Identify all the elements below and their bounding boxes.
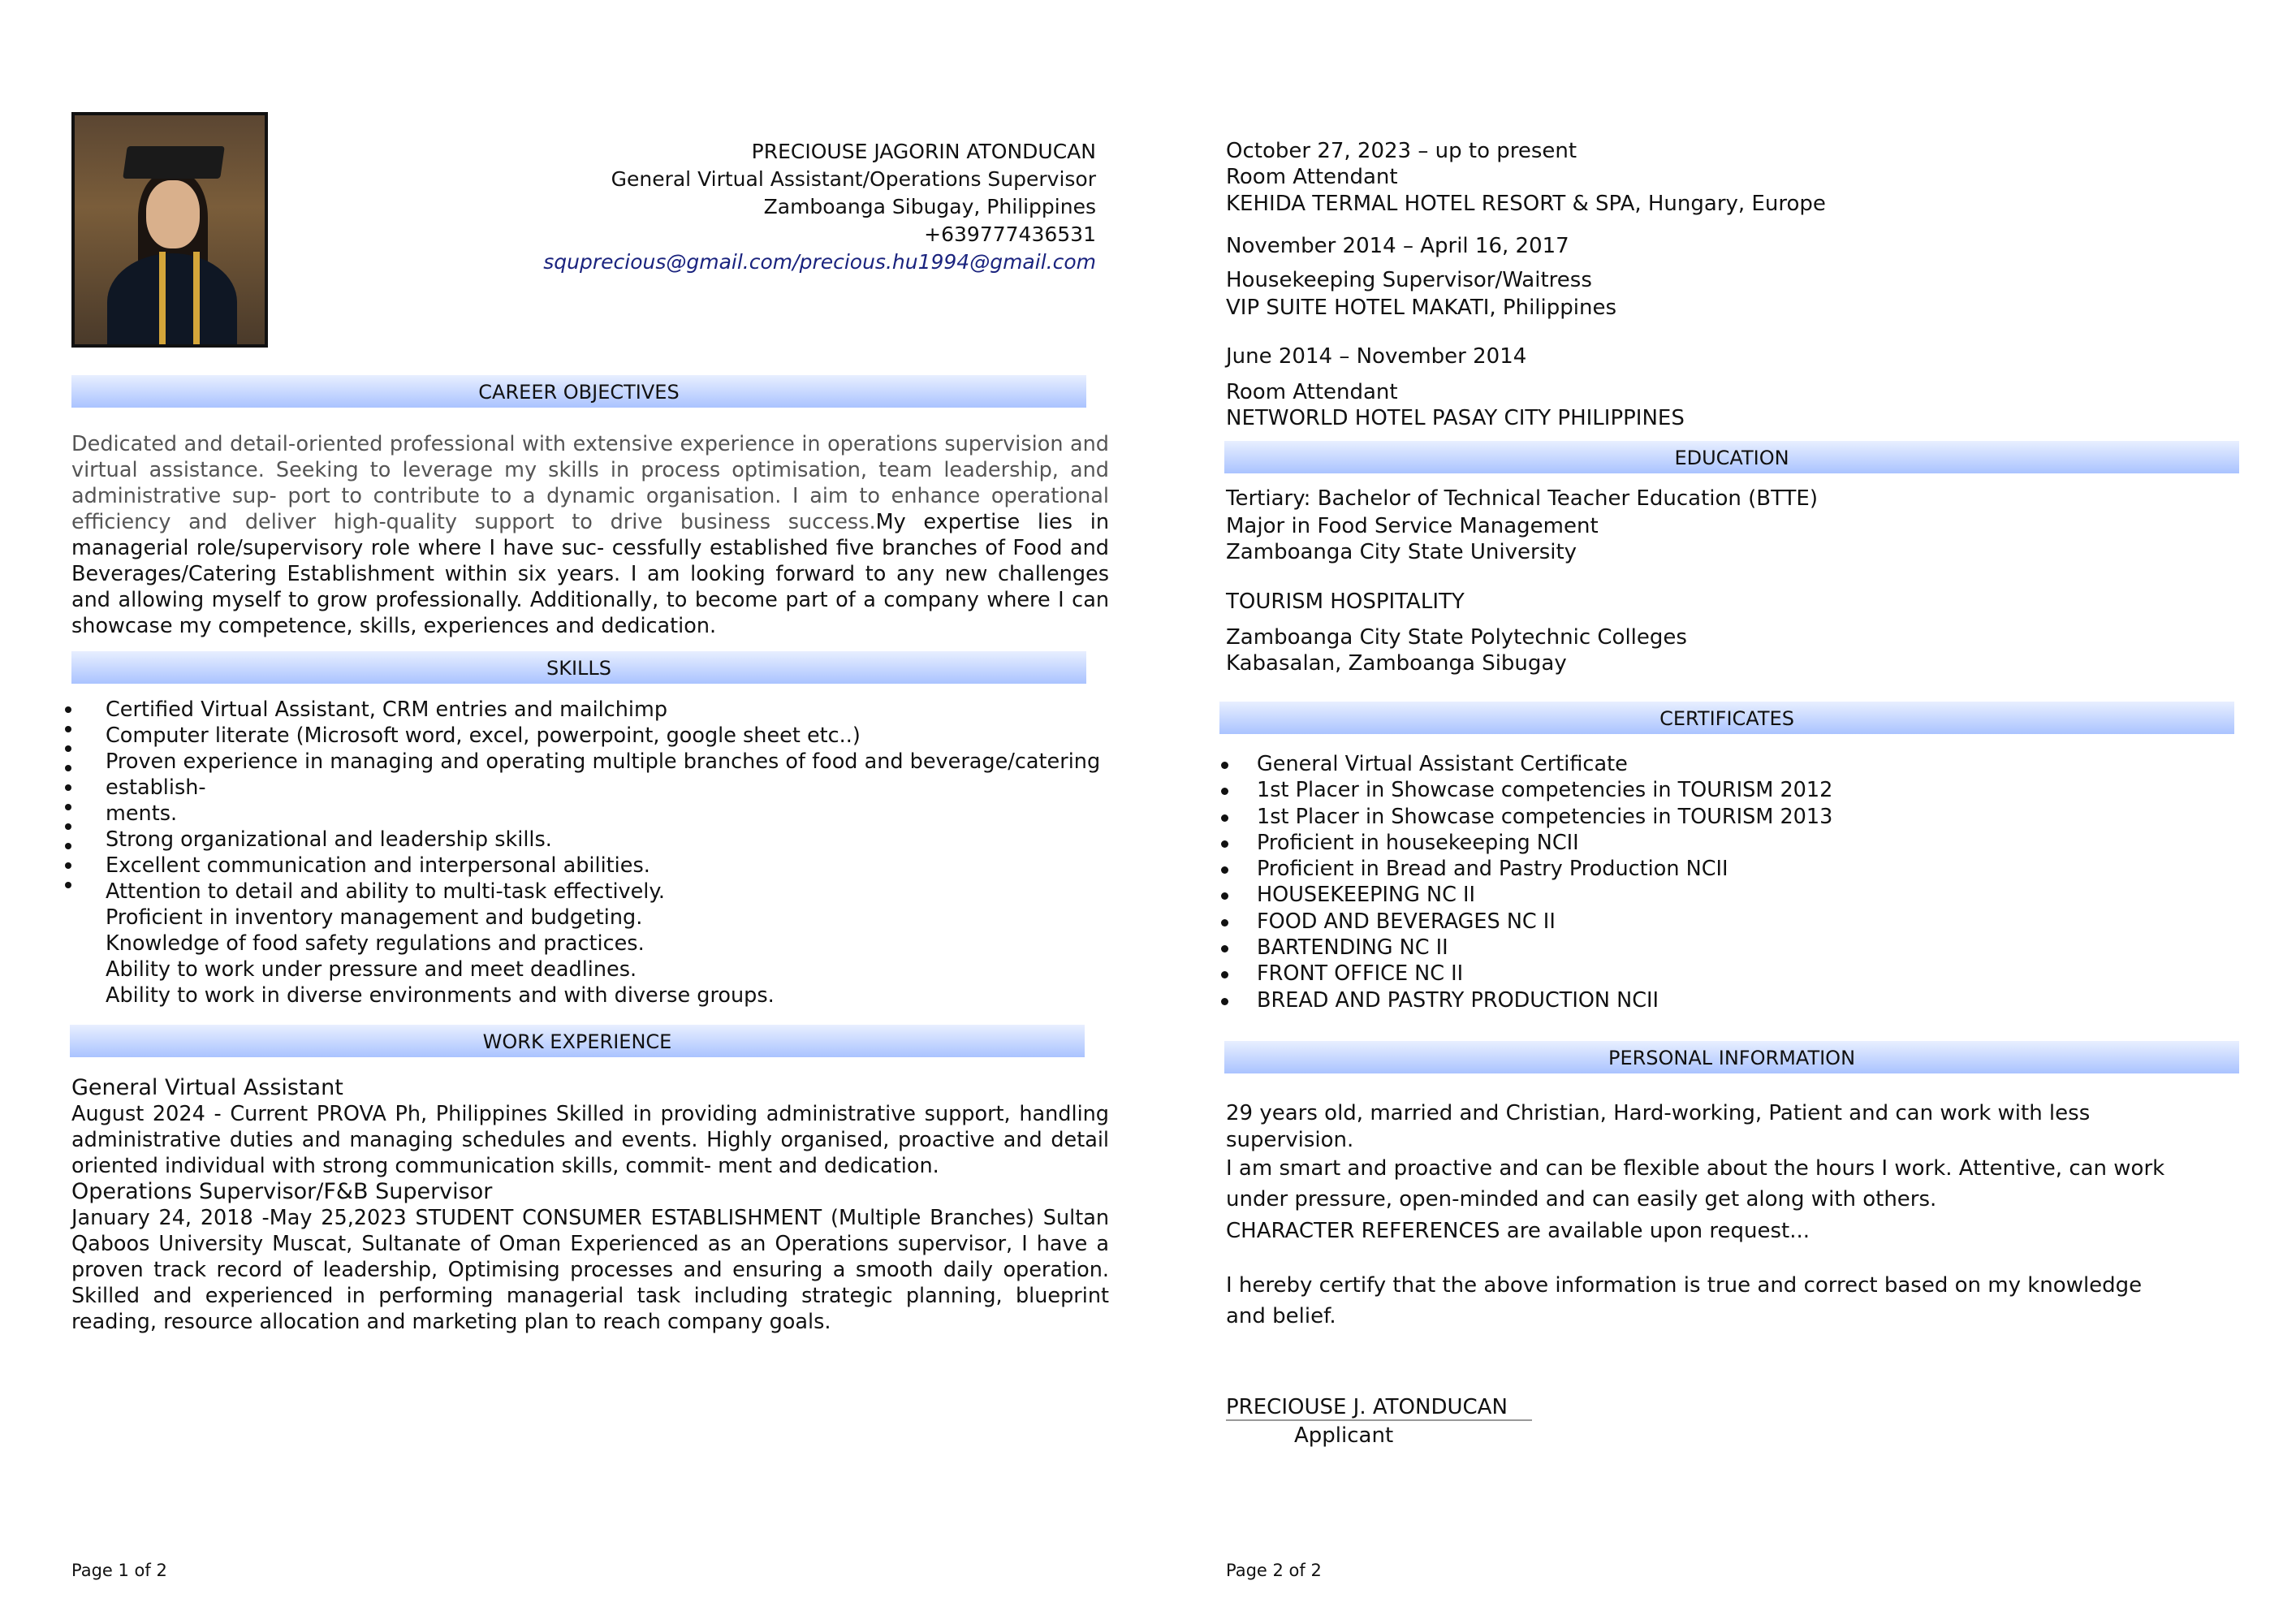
profile-photo [71, 112, 268, 348]
education-line: Major in Food Service Management [1226, 514, 1599, 538]
job-date: June 2014 – November 2014 [1226, 344, 1527, 369]
career-objective-text [71, 431, 1109, 639]
bullet-icon [65, 765, 71, 771]
certificates-list [1221, 751, 1832, 1013]
job-role: Room Attendant [1226, 380, 1398, 404]
skills-list [106, 697, 1137, 1009]
certificate-item: General Virtual Assistant Certificate [1221, 751, 1832, 777]
photo-face [146, 180, 200, 248]
certificate-item: BREAD AND PASTRY PRODUCTION NCII [1221, 987, 1832, 1013]
certificate-item: FRONT OFFICE NC II [1221, 961, 1832, 987]
bullet-icon [65, 726, 71, 732]
education-line: Tertiary: Bachelor of Technical Teacher Education (BTTE) [1226, 486, 1818, 511]
job-description: August 2024 - Current PROVA Ph, Philippines Skilled in providing administrative support, handling administrative duties and managing schedules and events. Highly organised, proactive and detail oriented individual with strong communication skills, commit- ment and dedication. [71, 1102, 1109, 1178]
skill-item: Certified Virtual Assistant, CRM entries and mailchimp [106, 698, 668, 722]
skill-item: Proven experience in managing and operating multiple branches of food and beverage/catering establish- [106, 749, 1107, 800]
certificate-item: 1st Placer in Showcase competencies in TOURISM 2012 [1221, 777, 1832, 803]
bullet-icon [65, 804, 71, 810]
applicant-title: General Virtual Assistant/Operations Supervisor [611, 167, 1096, 191]
job-description: January 24, 2018 -May 25,2023 STUDENT CONSUMER ESTABLISHMENT (Multiple Branches) Sultan Qaboos University Muscat, Sultanate of Oman Experienced as an Operations supervisor, I have a proven track record of leadership, Optimising processes and ensuring a smooth daily operation. Skilled and experienced in performing managerial task including strategic planning, blueprint reading, resource allocation and marketing plan to reach company goals. [71, 1206, 1109, 1334]
section-header-skills: SKILLS [71, 651, 1086, 684]
certificate-item: HOUSEKEEPING NC II [1221, 882, 1832, 908]
bullet-icon [65, 882, 71, 888]
certificate-item: BARTENDING NC II [1221, 935, 1832, 961]
skill-item: Ability to work under pressure and meet deadlines. [106, 957, 637, 982]
personal-info-line: I hereby certify that the above information is true and correct based on my knowledge and belief. [1226, 1273, 2143, 1328]
bullet-icon [65, 706, 71, 713]
skill-item: Proficient in inventory management and budgeting. [106, 905, 643, 930]
skill-item: ments. [106, 801, 178, 826]
job-title: General Virtual Assistant [71, 1075, 343, 1100]
work-experience-block [71, 1075, 1109, 1335]
bullet-icon [65, 784, 71, 791]
skill-item: Computer literate (Microsoft word, excel, powerpoint, google sheet etc..) [106, 723, 861, 748]
applicant-signature: PRECIOUSE J. ATONDUCAN [1226, 1395, 1532, 1421]
job-role: Room Attendant [1226, 165, 1398, 189]
career-text-intro: Dedicated and detail-oriented professional with extensive experience in operations supervision and virtual assistance. Seeking to leverage my skills in process optimisation, team leadership, and administrative sup- port to contribute to a dynamic organisation. I aim to enhance operational efficiency and deliver high-quality support to drive business success. [71, 432, 1109, 534]
certificate-item: 1st Placer in Showcase competencies in TOURISM 2013 [1221, 804, 1832, 830]
personal-info-line: I am smart and proactive and can be flexible about the hours I work. Attentive, can work under pressure, open-minded and can easily get along with others. [1226, 1156, 2165, 1212]
certificate-item: Proficient in Bread and Pastry Production NCII [1221, 856, 1832, 882]
skill-item: Knowledge of food safety regulations and practices. [106, 931, 645, 956]
header-block [447, 138, 1096, 276]
graduation-cap-icon [123, 146, 225, 179]
job-role: Housekeeping Supervisor/Waitress [1226, 268, 1592, 292]
page-number: Page 2 of 2 [1226, 1561, 1322, 1580]
bullet-icon [65, 843, 71, 849]
education-line: Zamboanga City State Polytechnic Colleges [1226, 625, 1687, 650]
bullet-icon [65, 823, 71, 830]
education-line: Kabasalan, Zamboanga Sibugay [1226, 651, 1567, 676]
applicant-name: PRECIOUSE JAGORIN ATONDUCAN [751, 140, 1096, 163]
job-title: Operations Supervisor/F&B Supervisor [71, 1179, 493, 1204]
certificate-item: FOOD AND BEVERAGES NC II [1221, 909, 1832, 935]
certificate-item: Proficient in housekeeping NCII [1221, 830, 1832, 856]
job-place: NETWORLD HOTEL PASAY CITY PHILIPPINES [1226, 406, 1685, 430]
applicant-email[interactable]: squprecious@gmail.com/precious.hu1994@gmail.com [543, 250, 1096, 274]
personal-info-line: 29 years old, married and Christian, Hard-working, Patient and can work with less supervision. [1226, 1101, 2091, 1152]
skill-item: Excellent communication and interpersonal abilities. [106, 853, 650, 878]
bullet-icon [65, 745, 71, 752]
education-line: TOURISM HOSPITALITY [1226, 590, 1465, 614]
job-date: October 27, 2023 – up to present [1226, 139, 1577, 163]
signature-role: Applicant [1294, 1423, 1394, 1448]
skill-item: Attention to detail and ability to multi-task effectively. [106, 879, 665, 904]
photo-stole [159, 252, 200, 348]
education-line: Zamboanga City State University [1226, 540, 1577, 564]
job-place: KEHIDA TERMAL HOTEL RESORT & SPA, Hungary, Europe [1226, 192, 1826, 216]
applicant-phone: +639777436531 [924, 222, 1096, 246]
section-header-certificates: CERTIFICATES [1219, 702, 2234, 734]
skill-item: Ability to work in diverse environments and with diverse groups. [106, 983, 775, 1008]
section-header-education: EDUCATION [1224, 441, 2239, 473]
page-number: Page 1 of 2 [71, 1561, 167, 1580]
job-date: November 2014 – April 16, 2017 [1226, 234, 1569, 258]
bullet-icon [65, 862, 71, 869]
applicant-location: Zamboanga Sibugay, Philippines [763, 195, 1096, 218]
section-header-work: WORK EXPERIENCE [70, 1025, 1085, 1057]
personal-info-line: CHARACTER REFERENCES are available upon request... [1226, 1219, 1810, 1243]
career-text-expertise: My expertise lies in managerial role/supervisory role where I have suc- cessfully established five branches of Food and Beverages/Catering Establishment within six years. I am looking forward to any new challenges and allowing myself to grow professionally. Additionally, to become part of a company where I can showcase my competence, skills, experiences and dedication. [71, 510, 1110, 638]
job-place: VIP SUITE HOTEL MAKATI, Philippines [1226, 296, 1616, 320]
section-header-career: CAREER OBJECTIVES [71, 375, 1086, 408]
skill-item: Strong organizational and leadership skills. [106, 827, 552, 852]
section-header-personal: PERSONAL INFORMATION [1224, 1041, 2239, 1073]
